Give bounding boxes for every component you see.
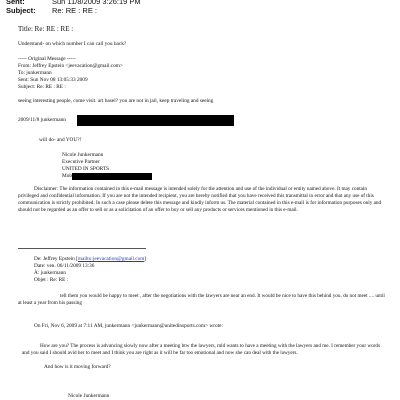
redaction-email [77,115,234,126]
separator-rule [18,248,146,249]
original-sent: Sent: Sun Nov 08 13:05:33 2009 [18,77,88,83]
line-seeing: seeing interesting people, come visit. art basel? you are not in jail, keep traveling and seeing [18,98,214,104]
line-how: How are you? The process is advancing slowly now after a meeting btw the lawyers, mld wants to have a meeting with the lawyers and me. I remember your words and you said I should avid her to meet and I think you are right as it will be far too emotional and now she can deal with the lawyers. [22,343,381,356]
forward-subject: Objet : Re: RE : [34,277,69,283]
sent-value: Sun 11/8/2009 3:26:19 PM [52,0,141,6]
line-understand: Understand- on which number I can call you back? [18,41,127,47]
email-title: Title: Re: RE : RE : [18,25,74,33]
disclaimer: Disclaimer: The information contained in this e-mail message is intended solely for the attention and use of the individual or entity named above. It may contain privileged and confidential information. If you are not the intended recipient, you are hereby notified that you have received this transmittal in error and that any use of this communication is strictly prohibited. In such a case please delete this message and kindly inform us. The material contained in this e-mail is for information purposes only and should not be regarded as an offer to sell or as a solicitation of an offer to buy or sell any products or services mentioned in this e-mail. [18,186,382,213]
mailto-link[interactable]: mailto:jeevacation@gmail.com [77,256,145,262]
redaction-phone [72,173,152,180]
subject-label: Subject: [6,6,36,15]
original-from: From: Jeffrey Epstein <jeevacation@gmail.com> [18,63,123,69]
original-subject: Subject: Re: RE : RE : [18,84,66,90]
line-moving: And how is it moving forward? [44,364,111,370]
subject-row [6,6,98,15]
signature-mob-label: Mob [62,173,73,179]
line-onfri: On Fri, Nov 6, 2009 at 7:11 AM, junkermann <junkermann@unitedinsports.com> wrote: [34,323,223,329]
line-tell: tell them you would be happy to meet , after the negotiations with the lawyers are near an end. It would be nice to have this behind you. do not meet .... until at least a year from his passing [18,293,385,306]
forward-de [34,256,146,263]
date-line: 2009/11/8 junkermann [18,117,66,123]
sent-label: Sent: [6,0,25,6]
original-to: To: junkermann [18,70,52,76]
signature-company: UNITED IN SPORTS [62,166,110,172]
forward-date: Date: ven. 06/11/2009 13:36 [34,263,95,269]
forward-de-prefix: De: Jeffrey Epstein [ [34,256,78,262]
subject-value: Re: RE : RE : [52,6,98,15]
forward-de-suffix: ] [144,256,147,262]
forward-to: À: junkermann [34,270,66,276]
footer-name: Nicole Junkermann [68,393,110,399]
signature-role: Executive Partner [62,159,100,165]
original-separator: ----- Original Message ----- [18,56,76,62]
line-willdo: will do- and YOU?! [39,137,82,143]
signature-name: Nicole Junkermann [62,152,104,158]
